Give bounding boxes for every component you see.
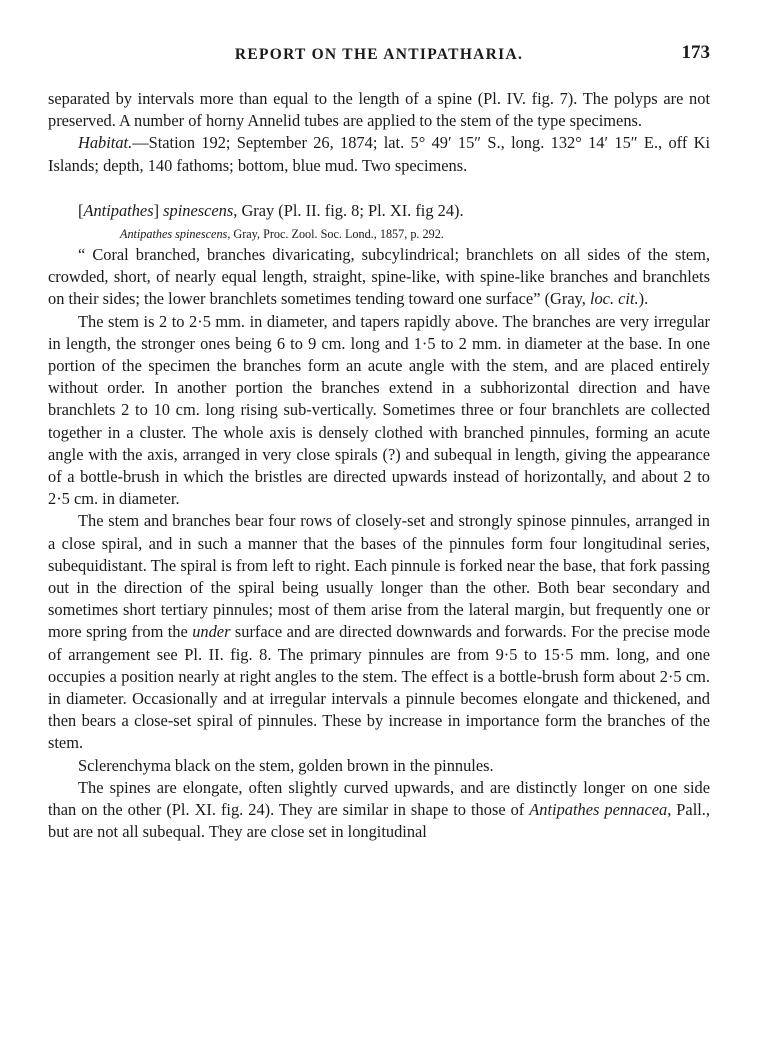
synonymy-line (48, 224, 710, 244)
quote-citation: loc. cit. (589, 289, 639, 309)
paragraph-text: surface and are directed downwards and forwards. For the precise mode of arrangement see Pl. II. fig. 8. The primary pinnules are from 9·5 to 15·5 mm. long, and one occupies a position nearly at right angles to the stem. The effect is a bottle-brush form about 2·5 cm. in diameter. Occasionally and at irregular intervals a pinnule becomes elongate and thickened, and then bears a close-set spiral of pinnules. These by increase in importance form the branches of the stem. (48, 622, 710, 753)
spines-paragraph (48, 777, 710, 844)
quote-end: ). (638, 289, 649, 309)
paragraph-text: The stem and branches bear four rows of closely-set and strongly spinose pinnules, arranged in a close spiral, and in such a manner that the bases of the pinnules form four longitudinal series, subequidistant. The spiral is from left to right. Each pinnule is forked near the base, that fork passing out in the direction of the spiral being usually longer than the other. Both bear secondary and sometimes short tertiary pinnules; most of them arise from the lateral margin, but frequently one or more spring from the (48, 511, 710, 642)
paragraph-continuation (48, 88, 710, 132)
paragraph-text: , Pall., but are not all subequal. They are close set in longitudinal (48, 800, 711, 842)
sclerenchyma-paragraph (48, 755, 710, 777)
section-gap (48, 177, 710, 200)
species-name-pennacea: Antipathes pennacea (529, 800, 668, 820)
species-genus: Antipathes (83, 200, 154, 220)
bracket-open: [ (78, 200, 84, 220)
habitat-text: —Station 192; September 26, 1874; lat. 5° 49′ 15″ S., long. 132° 14′ 15″ E., off Ki Islands; depth, 140 fathoms; bottom, blue mud. Two specimens. (48, 133, 710, 175)
bracket-close: ] (153, 200, 164, 220)
paragraph-text: Sclerenchyma black on the stem, golden brown in the pinnules. (78, 755, 494, 775)
habitat-label: Habitat. (78, 133, 133, 153)
species-heading (48, 200, 710, 222)
species-authority: , Gray (Pl. II. fig. 8; Pl. XI. fig 24). (233, 200, 464, 220)
paragraph-text: separated by intervals more than equal to the length of a spine (Pl. IV. fig. 7). The polyps are not preserved. A number of horny Annelid tubes are applied to the stem of the type specimens. (48, 89, 710, 131)
page-number: 173 (681, 42, 710, 63)
stem-paragraph (48, 311, 710, 511)
quotation-paragraph (48, 244, 710, 311)
quote-text: “ Coral branched, branches divaricating, subcylindrical; branchlets on all sides of the stem, crowded, short, of nearly equal length, straight, spine-like, with spine-like branches and branchlets on their sides; the lower branchlets sometimes tending toward one surface” (Gray, (48, 245, 710, 309)
habitat-paragraph (48, 132, 710, 176)
paragraph-text: The stem is 2 to 2·5 mm. in diameter, and tapers rapidly above. The branches are very irregular in length, the stronger ones being 6 to 9 cm. long and 1·5 to 2 mm. in diameter at the base. In one portion of the specimen the branches form an acute angle with the stem, and are placed entirely without order. In another portion the branches extend in a subhorizontal direction and have branchlets 2 to 10 cm. long rising sub-vertically. Sometimes three or four branchlets are collected together in a cluster. The whole axis is densely clothed with branched pinnules, forming an acute angle with the axis, arranged in very close spirals (?) and subequal in length, giving the appearance of a bottle-brush in which the bristles are directed upwards instead of horizontally, and about 2 to 2·5 cm. in diameter. (48, 311, 710, 509)
emphasis-under: under (192, 622, 231, 642)
paragraph-text: The spines are elongate, often slightly curved upwards, and are distinctly longer on one side than on the other (Pl. XI. fig. 24). They are similar in shape to those of (48, 777, 710, 820)
running-header (48, 40, 710, 64)
species-epithet: spinescens (163, 200, 234, 220)
body-text (48, 88, 710, 844)
synonymy-name: Antipathes spinescens (120, 227, 228, 242)
synonymy-reference: , Gray, Proc. Zool. Soc. Lond., 1857, p. 292. (227, 227, 444, 242)
running-title: REPORT ON THE ANTIPATHARIA. (234, 46, 524, 63)
pinnules-paragraph (48, 510, 710, 754)
